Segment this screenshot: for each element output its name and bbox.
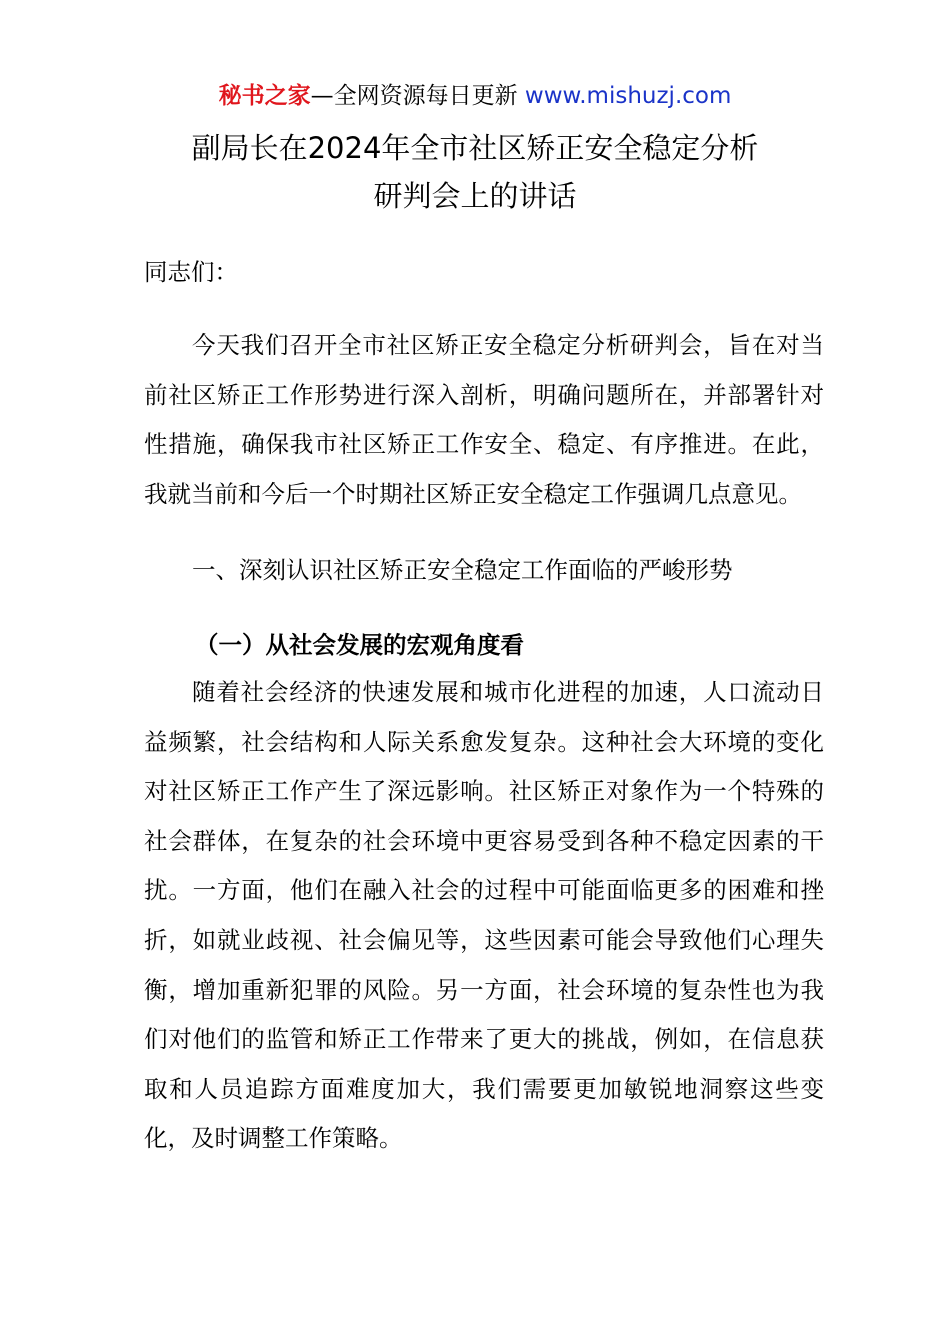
body-paragraph: 随着社会经济的快速发展和城市化进程的加速，人口流动日益频繁，社会结构和人际关系愈发复杂。这种社会大环境的变化对社区矫正工作产生了深远影响。社区矫正对象作为一个特殊的社会群体，在复杂的社会环境中更容易受到各种不稳定因素的干扰。一方面，他们在融入社会的过程中可能面临更多的困难和挫折，如就业歧视、社会偏见等，这些因素可能会导致他们心理失衡，增加重新犯罪的风险。另一方面，社会环境的复杂性也为我们对他们的监管和矫正工作带来了更大的挑战，例如，在信息获取和人员追踪方面难度加大，我们需要更加敏锐地洞察这些变化，及时调整工作策略。 bbox=[144, 678, 824, 1153]
site-header bbox=[0, 80, 950, 112]
document-title-line2: 研判会上的讲话 bbox=[373, 179, 577, 213]
header-separator: — bbox=[310, 83, 334, 109]
header-slogan: 全网资源每日更新 bbox=[333, 83, 518, 109]
document-title-line1: 副局长在2024年全市社区矫正安全稳定分析 bbox=[191, 131, 759, 165]
brand-name: 秘书之家 bbox=[218, 83, 311, 109]
subsection-heading: （一）从社会发展的宏观角度看 bbox=[195, 631, 524, 659]
intro-paragraph: 今天我们召开全市社区矫正安全稳定分析研判会，旨在对当前社区矫正工作形势进行深入剖析，明确问题所在，并部署针对性措施，确保我市社区矫正工作安全、稳定、有序推进。在此，我就当前和今后一个时期社区矫正安全稳定工作强调几点意见。 bbox=[144, 331, 824, 508]
salutation: 同志们： bbox=[144, 258, 238, 286]
site-url: www.mishuzj.com bbox=[524, 83, 732, 109]
section-heading: 一、深刻认识社区矫正安全稳定工作面临的严峻形势 bbox=[192, 556, 733, 584]
